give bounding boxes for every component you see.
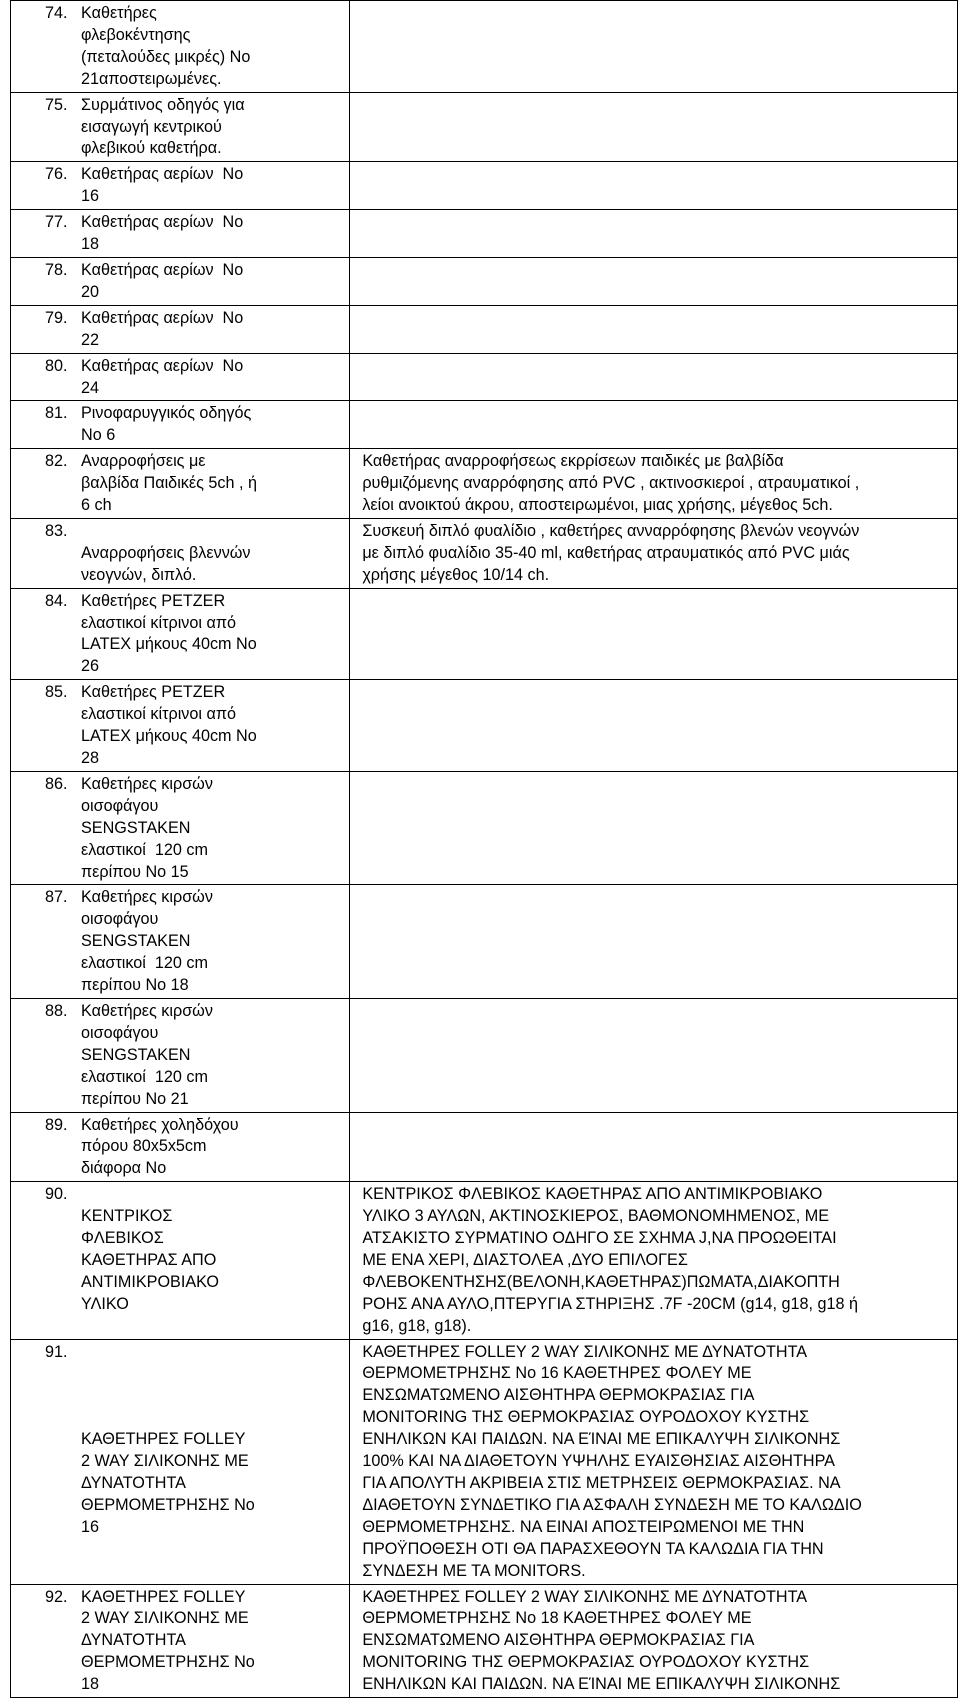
table-row [11,518,958,588]
item-cell [11,998,350,1112]
table-row [11,1339,958,1584]
item-cell [11,680,350,772]
item-cell [11,353,350,401]
table-row [11,353,958,401]
table-row [11,92,958,162]
description-cell [350,257,958,305]
item-name: Καθετήρας αερίων Νο 22 [81,308,244,349]
item-number: 85. [45,683,68,702]
item-cell [11,771,350,885]
table-row [11,588,958,680]
item-number: 86. [45,774,68,793]
item-description: ΚΑΘΕΤΗΡΕΣ FOLLEY 2 WAY ΣΙΛΙΚΟΝΗΣ ΜΕ ΔΥΝΑΤΟΤΗΤΑ ΘΕΡΜΟΜΕΤΡΗΣΗΣ Νο 18 ΚΑΘΕΤΗΡΕΣ ΦΟΛΕΥ ΜΕ ΕΝΣΩΜΑΤΩΜΕΝΟ ΑΙΣΘΗΤΗΡΑ ΘΕΡΜΟΚΡΑΣΙΑΣ ΓΙΑ MONITORING ΤΗΣ ΘΕΡΜΟΚΡΑΣΙΑΣ ΟΥΡΟΔΟΧΟΥ ΚΥΣΤΗΣ ΕΝΗΛΙΚΩΝ ΚΑΙ ΠΑΙΔΩΝ. ΝΑ ΕΊΝΑΙ ΜΕ ΕΠΙΚΑΛΥΨΗ ΣΙΛΙΚΟΝΗΣ [362,1587,841,1694]
item-number: 87. [45,888,68,907]
table-row [11,1182,958,1339]
table-body [11,1,958,1698]
description-cell [350,305,958,353]
item-name: Καθετήρες PETZER ελαστικοί κίτρινοι από LATEX μήκους 40cm Νο 26 [81,591,257,676]
item-number: 79. [45,308,68,327]
item-name: Καθετήρες PETZER ελαστικοί κίτρινοι από LATEX μήκους 40cm Νο 28 [81,683,257,767]
item-name: Καθετήρες χοληδόχου πόρου 80x5x5cm διάφορα Νο [81,1115,239,1178]
description-cell [350,1339,958,1584]
table-row [11,1584,958,1698]
item-name: Αναρροφήσεις με βαλβίδα Παιδικές 5ch , ή 6 ch [81,452,257,515]
item-name: ΚΑΘΕΤΗΡΕΣ FOLLEY 2 WAY ΣΙΛΙΚΟΝΗΣ ΜΕ ΔΥΝΑΤΟΤΗΤΑ ΘΕΡΜΟΜΕΤΡΗΣΗΣ Νο 16 [81,1430,255,1536]
item-cell [11,305,350,353]
table-row [11,305,958,353]
description-cell [350,162,958,210]
table-row [11,210,958,258]
item-number: 81. [45,404,68,423]
description-cell [350,680,958,772]
description-cell [350,1,958,93]
description-cell [350,1182,958,1339]
item-cell [11,885,350,999]
item-number: 82. [45,452,68,471]
table-row [11,885,958,999]
item-cell [11,588,350,680]
item-number: 92. [45,1587,68,1606]
item-description: Συσκευή διπλό φυαλίδιο , καθετήρες ανναρρόφησης βλενών νεογνών με διπλό φυαλίδιο 35-40 ml, καθετήρας ατραυματικός από PVC μιάς χρήσης μέγεθος 10/14 ch. [362,521,860,584]
item-number: 80. [45,356,68,375]
description-cell [350,771,958,885]
item-name: Καθετήρες φλεβοκέντησης (πεταλούδες μικρές) Νο 21αποστειρωμένες. [81,4,251,88]
item-cell [11,210,350,258]
item-number: 84. [45,591,68,610]
item-name: Καθετήρες κιρσών οισοφάγου SENGSTAKEN ελαστικοί 120 cm περίπου Νο 15 [81,774,213,881]
description-cell [350,885,958,999]
table-row [11,771,958,885]
item-name: Καθετήρες κιρσών οισοφάγου SENGSTAKEN ελαστικοί 120 cm περίπου Νο 18 [81,888,213,995]
item-number: 90. [45,1185,68,1204]
item-cell [11,401,350,449]
item-cell [11,1,350,93]
item-number: 83. [45,521,68,540]
item-number: 75. [45,95,68,114]
item-number: 74. [45,4,68,22]
description-cell [350,588,958,680]
table-row [11,1112,958,1182]
table-row [11,449,958,519]
item-name: Καθετήρας αερίων Νο 24 [81,356,244,397]
item-name: Ρινοφαρυγγικός οδηγός Νο 6 [81,404,252,445]
item-cell [11,162,350,210]
item-number: 76. [45,165,68,184]
description-cell [350,998,958,1112]
item-number: 88. [45,1001,68,1020]
description-cell [350,1112,958,1182]
item-description: Καθετήρας αναρροφήσεως εκρρίσεων παιδικές με βαλβίδα ρυθμιζόμενης αναρρόφησης από PVC , ακτινοσκιεροί , ατραυματικοί , λείοι ανοικτού άκρου, αποστειρωμένοι, μιας χρήσης, μέγεθος 5ch. [362,452,860,515]
item-name: Καθετήρας αερίων Νο 18 [81,213,244,254]
item-name: Συρμάτινος οδηγός για εισαγωγή κεντρικού φλεβικού καθετήρα. [81,95,245,158]
table-row [11,162,958,210]
item-name: Καθετήρας αερίων Νο 20 [81,260,244,301]
item-number: 89. [45,1115,68,1134]
item-cell [11,1112,350,1182]
item-name: Καθετήρες κιρσών οισοφάγου SENGSTAKEN ελαστικοί 120 cm περίπου Νο 21 [81,1001,213,1108]
item-name: Καθετήρας αερίων Νο 16 [81,165,244,206]
specifications-table [10,0,958,1698]
description-cell [350,1584,958,1698]
item-cell [11,449,350,519]
description-cell [350,518,958,588]
description-cell [350,92,958,162]
table-row [11,1,958,93]
description-cell [350,449,958,519]
item-description: ΚΕΝΤΡΙΚΟΣ ΦΛΕΒΙΚΟΣ ΚΑΘΕΤΗΡΑΣ ΑΠΟ ΑΝΤΙΜΙΚΡΟΒΙΑΚΟ ΥΛΙΚΟ 3 ΑΥΛΩΝ, ΑΚΤΙΝΟΣΚΙΕΡΟΣ, ΒΑΘΜΟΝΟΜΗΜΕΝΟΣ, ΜΕ ΑΤΣΑΚΙΣΤΟ ΣΥΡΜΑΤΙΝΟ ΟΔΗΓΟ ΣΕ ΣΧΗΜΑ J,ΝΑ ΠΡΟΩΘΕΙΤΑΙ ΜΕ ΕΝΑ ΧΕΡΙ, ΔΙΑΣΤΟΛΕΑ ,ΔΥΟ ΕΠΙΛΟΓΕΣ ΦΛΕΒΟΚΕΝΤΗΣΗΣ(ΒΕΛΟΝΗ,ΚΑΘΕΤΗΡΑΣ)ΠΩΜΑΤΑ,ΔΙΑΚΟΠΤΗ ΡΟΗΣ ΑΝΑ ΑΥΛΟ,ΠΤΕΡΥΓΙΑ ΣΤΗΡΙΞΗΣ .7F -20CM (g14, g18, g18 ή g16, g18, g18). [362,1185,858,1335]
item-number: 91. [45,1342,68,1361]
table-row [11,257,958,305]
description-cell [350,401,958,449]
item-number: 78. [45,260,68,279]
description-cell [350,210,958,258]
table-row [11,680,958,772]
item-cell [11,92,350,162]
description-cell [350,353,958,401]
item-cell [11,1584,350,1698]
item-name: ΚΕΝΤΡΙΚΟΣ ΦΛΕΒΙΚΟΣ ΚΑΘΕΤΗΡΑΣ ΑΠΟ ΑΝΤΙΜΙΚΡΟΒΙΑΚΟ ΥΛΙΚΟ [81,1207,220,1313]
table-row [11,998,958,1112]
item-description: ΚΑΘΕΤΗΡΕΣ FOLLEY 2 WAY ΣΙΛΙΚΟΝΗΣ ΜΕ ΔΥΝΑΤΟΤΗΤΑ ΘΕΡΜΟΜΕΤΡΗΣΗΣ Νο 16 ΚΑΘΕΤΗΡΕΣ ΦΟΛΕΥ ΜΕ ΕΝΣΩΜΑΤΩΜΕΝΟ ΑΙΣΘΗΤΗΡΑ ΘΕΡΜΟΚΡΑΣΙΑΣ ΓΙΑ MONITORING ΤΗΣ ΘΕΡΜΟΚΡΑΣΙΑΣ ΟΥΡΟΔΟΧΟΥ ΚΥΣΤΗΣ ΕΝΗΛΙΚΩΝ ΚΑΙ ΠΑΙΔΩΝ. ΝΑ ΕΊΝΑΙ ΜΕ ΕΠΙΚΑΛΥΨΗ ΣΙΛΙΚΟΝΗΣ 100% ΚΑΙ ΝΑ ΔΙΑΘΕΤΟΥΝ ΥΨΗΛΗΣ ΕΥΑΙΣΘΗΣΙΑΣ ΑΙΣΘΗΤΗΡΑ ΓΙΑ ΑΠΟΛΥΤΗ ΑΚΡΙΒΕΙΑ ΣΤΙΣ ΜΕΤΡΗΣΕΙΣ ΘΕΡΜΟΚΡΑΣΙΑΣ. ΝΑ ΔΙΑΘΕΤΟΥΝ ΣΥΝΔΕΤΙΚΟ ΓΙΑ ΑΣΦΑΛΗ ΣΥΝΔΕΣΗ ΜΕ ΤΟ ΚΑΛΩΔΙΟ ΘΕΡΜΟΜΕΤΡΗΣΗΣ. ΝΑ ΕΙΝΑΙ ΑΠΟΣΤΕΙΡΩΜΕΝΟΙ ΜΕ ΤΗΝ ΠΡΟΫΠΟΘΕΣΗ ΟΤΙ ΘΑ ΠΑΡΑΣΧΕΘΟΥΝ ΤΑ ΚΑΛΩΔΙΑ ΓΙΑ ΤΗΝ ΣΥΝΔΕΣΗ ΜΕ ΤΑ MONITORS. [362,1342,862,1580]
table-row [11,401,958,449]
item-cell [11,1182,350,1339]
item-cell [11,257,350,305]
item-name: ΚΑΘΕΤΗΡΕΣ FOLLEY 2 WAY ΣΙΛΙΚΟΝΗΣ ΜΕ ΔΥΝΑΤΟΤΗΤΑ ΘΕΡΜΟΜΕΤΡΗΣΗΣ Νο 18 [81,1587,255,1694]
item-number: 77. [45,213,68,232]
item-name: Αναρροφήσεις βλεννών νεογνών, διπλό. [81,543,251,584]
item-cell [11,1339,350,1584]
item-cell [11,518,350,588]
